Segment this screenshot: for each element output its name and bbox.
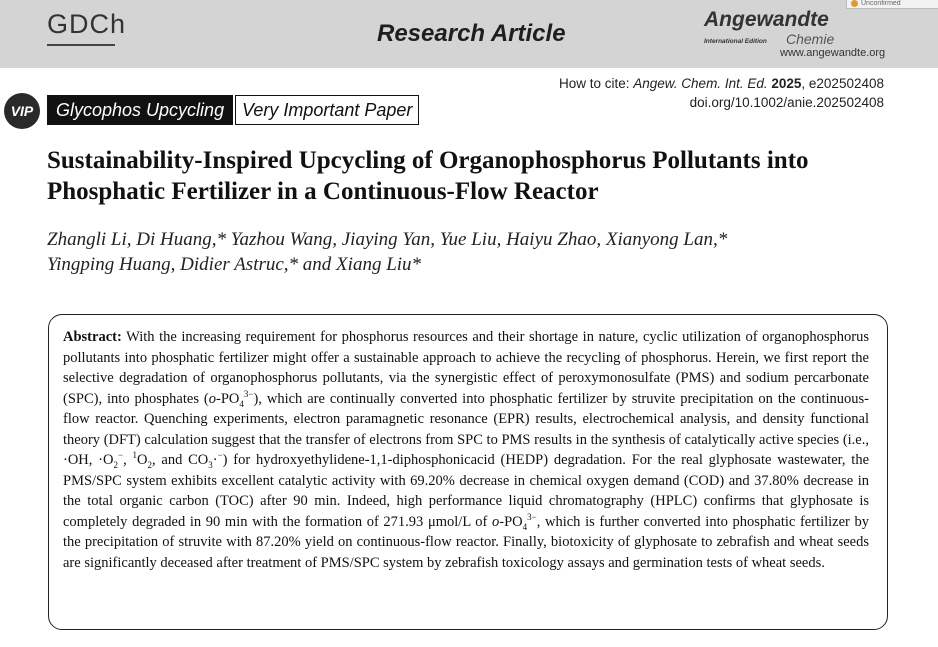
article-title: Sustainability-Inspired Upcycling of Organophosphorus Pollutants into Phosphatic Fertilizer in a Continuous-Flow Reactor <box>47 147 809 205</box>
citation-article-id: , e202502408 <box>801 76 884 91</box>
gdch-logo: GDCh <box>47 9 127 39</box>
citation-journal: Angew. Chem. Int. Ed. <box>633 76 768 91</box>
abstract-label: Abstract: <box>63 329 122 345</box>
corner-tab[interactable] <box>846 0 938 9</box>
gdch-logo-underline <box>47 44 115 46</box>
abstract-text: Abstract: With the increasing requirement for phosphorus resources and their shortage in nature, cyclic utilization of organophosphorus pollutants into phosphatic fertilizer might offer a sustainable approach to achieve the recycling of phosphorus. Herein, we first report the selective degradation of organophosphorus pollutants, via the synergistic effect of peroxymonosulfate (PMS) and sodium percarbonate (SPC), into phosphates $(o-PO_4^{3-})$, which are continually converted into phosphatic fertilizer by struvite precipitation on the continuous-flow reactor. Quenching experiments, electron paramagnetic resonance (EPR) results, electrochemical analysis, and density functional theory (DFT) calculation suggest that the transfer of electrons from SPC to PMS results in the synthesis of catalytically active species (i.e., ·OH, $\cdot O_2^-$, $^1O_2$, and $CO_3\cdot^-$) for hydroxyethylidene-1,1-diphosphonicacid (HEDP) degradation. For the real glyphosate wastewater, the PMS/SPC system exhibits excellent catalytic activity with 69.20% decrease in chemical oxygen demand (COD) and 37.80% decrease in the total organic carbon (TOC) after 90 min. Indeed, high performance liquid chromatography (HPLC) confirms that glyphosate is completely degraded in 90 min with the formation of 271.93 μmol/L of $o-PO_4^{3-}$, which is further converted into phosphatic fertilizer by the precipitation of struvite with 87.20% yield on continuous-flow reactor. Finally, biotoxicity of glyphosate to zebrafish and wheat seeds are significantly deceased after treatment of PMS/SPC system by zebrafish toxicology assays and germination tests of wheat seeds. <box>63 329 870 571</box>
abstract-box <box>48 314 888 630</box>
vip-label: Very Important Paper <box>235 95 419 125</box>
citation-doi[interactable]: doi.org/10.1002/anie.202502408 <box>689 95 884 110</box>
citation-year: 2025 <box>771 76 802 91</box>
topic-badge: Glycophos Upcycling <box>47 95 233 125</box>
journal-subtitle: Chemie <box>786 31 835 47</box>
journal-url[interactable]: www.angewandte.org <box>780 47 886 59</box>
author-line-1: Zhangli Li, Di Huang,* Yazhou Wang, Jiaying Yan, Yue Liu, Haiyu Zhao, Xianyong Lan,* <box>47 229 728 250</box>
journal-name: Angewandte <box>704 8 829 31</box>
citation-block <box>559 74 884 112</box>
journal-edition: International Edition <box>704 38 767 45</box>
author-list <box>47 227 907 277</box>
warning-icon <box>851 0 858 7</box>
citation-line: How to cite: Angew. Chem. Int. Ed. 2025, e202502408 <box>558 76 884 91</box>
vip-icon: VIP <box>4 93 40 129</box>
journal-logo <box>704 8 894 62</box>
journal-header <box>0 0 938 68</box>
corner-tab-label: Unconfirmed <box>861 0 901 7</box>
section-label: Research Article <box>377 20 566 47</box>
author-line-2: Yingping Huang, Didier Astruc,* and Xiang Liu* <box>47 254 422 275</box>
